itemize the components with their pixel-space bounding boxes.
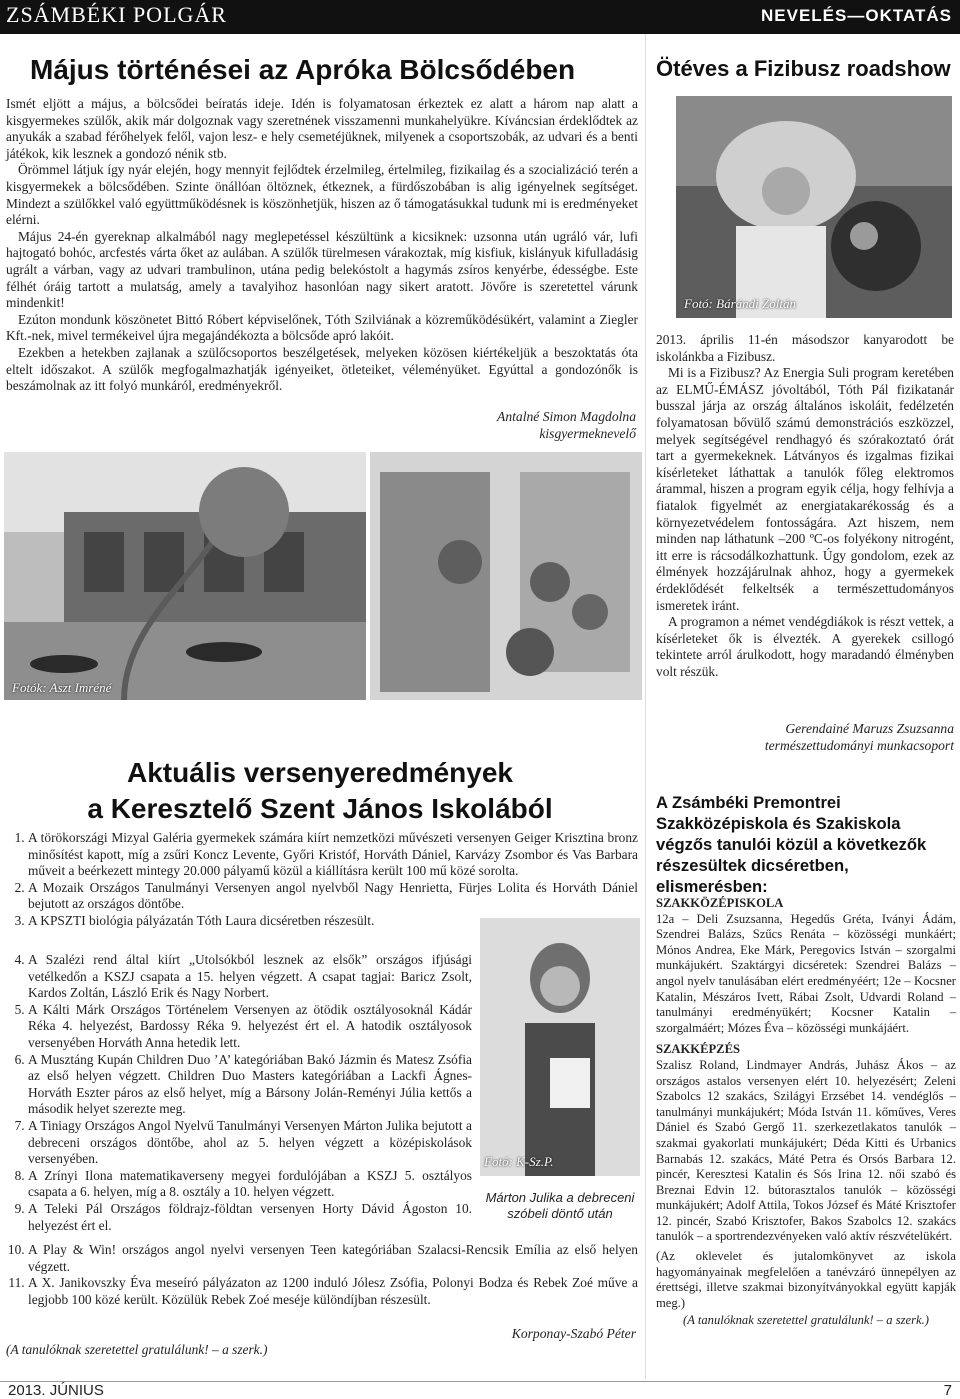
results-title bbox=[30, 755, 610, 827]
signature-name: Gerendainé Maruzs Zsuzsanna bbox=[785, 721, 954, 736]
signature-role: kisgyermeknevelő bbox=[539, 426, 636, 441]
results-list-bottom bbox=[6, 1242, 638, 1308]
header-band bbox=[0, 0, 960, 34]
signature-fizibusz bbox=[656, 720, 954, 754]
szakkozep-text: 12a – Deli Zsuzsanna, Hegedűs Gréta, Iványi Ádám, Szendrei Balázs, Szűcs Renáta – közösségi munkáért; Mónos Andrea, Eke Márk, Peregovics István – szorgalmi munkájukért. Szaktárgyi dicséretek: Szendrei Balázs – angol nyelv tanulásában elért eredményéért; 12e – Kocsner Katalin, Mészáros Ivett, Rábai Zsolt, Udvardi Roland – tanulmányi eredményükért; Kocsner Katalin – szorgalmáért; Mózes Éva – közösségi munkájáért. bbox=[656, 911, 956, 1035]
result-item: 4. A Szalézi rend által kiírt „Utolsókból lesznek az elsők” országos ifjúsági vetélkedőn a KSZJ csapata a 15. helyen végzett. A csapat tagjai: Baricz Zsolt, Kardos Zoltán, László Erik és Nagy Norbert. bbox=[28, 952, 472, 1002]
paragraph: Ezúton mondunk köszönetet Bittó Róbert képviselőnek, Tóth Szilviának a közreműködésükért, valamint a Ziegler Kft.-nek, mivel termékeivel újra megajándékozta a bölcsőde apró lakóit. bbox=[6, 311, 638, 344]
photo-caption: Fotó: Bárándi Zoltán bbox=[684, 296, 796, 311]
column-divider bbox=[645, 34, 646, 1379]
photo-caption: Fotók: Aszt Imréné bbox=[12, 680, 112, 695]
signature-results: Korponay-Szabó Péter bbox=[511, 1326, 636, 1341]
result-item: 7. A Tiniagy Országos Angol Nyelvű Tanulmányi Versenyen Márton Julika bejutott a debreceni országos döntőbe, ahol az 5. helyen végzett a középiskolások versenyében. bbox=[28, 1118, 472, 1168]
award-title: A Zsámbéki Premontrei Szakközépiskola és Szakiskola végzős tanulói közül a következők részesültek dicséretben, elismerésben: bbox=[656, 793, 927, 896]
fizibusz-image bbox=[676, 96, 952, 318]
szakkepzes-text: Szalisz Roland, Lindmayer András, Juhász Ákos – az országos astalos versenyen elért 10. helyezésért; Zeleni Szabolcs 12 szakács, Szilágyi Erzsébet 14. vendéglős – tanulmányi munkájukért; Móda István 11. kőműves, Veres Dániel és Szabó Gergő 11. szerkezetlakatos tanulók – szakmai gyakorlati munkájukért; Déda Kitti és Urbanics Barnabás 12. szakács, Máté Petra és Orsós Barbara 12. pincér, Keresztesi Katalin és Sós Irina 12. női szabó és Breznai Edvin 12. bútorasztalos tanulók – közösségi munkájukért; Adolf Attila, Tokos József és Máté Krisztofer 12. pincér, Szabó Krisztofer, Bakos Szabolcs 12. szakács tanulók – a sportrendezvényeken való aktív részvételükért. bbox=[656, 1057, 956, 1244]
award-closing: (A tanulóknak szeretettel gratulálunk! – a szerk.) bbox=[683, 1313, 929, 1328]
playground-image bbox=[4, 452, 366, 700]
result-item: 2. A Mozaik Országos Tanulmányi Versenyen angol nyelvből Nagy Henrietta, Fürjes Lolita és Horváth Dániel bejutott az országos döntőbe. bbox=[28, 880, 638, 913]
paragraph: Ismét eljött a május, a bölcsődei beíratás ideje. Idén is folyamatosan érkeztek ez alatt a három nap alatt a kisgyermekes szülők, akik már dolgoznak vagy szeretnének visszamenni munkahelyükre. Kíváncsian érdeklődtek az anyukák a szabad férőhelyek felől, vajon lesz- e hely csemetéjüknek, milyenek a csoportszobák, az udvari és a benti játékok, kik lesznek a gondozó nénik stb. bbox=[6, 96, 638, 161]
student-image bbox=[480, 918, 640, 1176]
result-item: 11. A X. Janikovszky Éva meseíró pályázaton az 1200 induló Jólesz Zsófia, Polonyi Bodza és Rebek Zoé műve a legjobb 100 közé került. Közülük Rebek Zoé meséje különdíjban részesült. bbox=[28, 1275, 638, 1308]
page-number: 7 bbox=[943, 1382, 952, 1399]
photo-student bbox=[480, 918, 640, 1176]
footer-rule bbox=[0, 1381, 960, 1382]
results-list-top bbox=[6, 830, 638, 930]
szakkepzes-heading: SZAKKÉPZÉS bbox=[656, 1042, 740, 1057]
results-title-line1: Aktuális versenyeredmények bbox=[127, 757, 513, 788]
paragraph: 2013. április 11-én másodszor kanyarodott be iskolánkba a Fizibusz. bbox=[656, 332, 954, 364]
photo-bouncy-castle bbox=[370, 452, 642, 700]
signature-role: természettudományi munkacsoport bbox=[764, 738, 954, 753]
article-body-fizibusz bbox=[656, 332, 954, 680]
results-list-narrow bbox=[6, 952, 472, 1234]
award-note: (Az oklevelet és jutalomkönyvet az iskola hagyományainak megfelelően a tanévzáró ünnepélyen az érettségi, illetve szakmai bizonyítványokkal együtt kapják meg.) bbox=[656, 1249, 956, 1310]
article-body-bolcsode bbox=[6, 96, 638, 395]
bouncy-castle-image bbox=[370, 452, 642, 700]
results-title-line2: a Keresztelő Szent János Iskolából bbox=[87, 793, 553, 824]
masthead: ZSÁMBÉKI POLGÁR bbox=[6, 2, 227, 27]
paragraph: Ezekben a hetekben zajlanak a szülőcsoportos beszélgetések, melyeken közösen kiértékeljük a beszoktatás óta eltelt időszakot. A szülők megfogalmazhatják igényeiket, ötleteiket, véleményüket. Egyúttal a gondozónők is beszámolnak az itt folyó munkáról, eredményekről. bbox=[6, 344, 638, 394]
result-item: 10. A Play & Win! országos angol nyelvi versenyen Teen kategóriában Szalacsi-Rencsik Emília az első helyen végzett. bbox=[28, 1242, 638, 1275]
signature-name: Antalné Simon Magdolna bbox=[497, 409, 636, 424]
result-item: 9. A Teleki Pál Országos földrajz-földtan versenyen Horty Dávid Ágoston 10. helyezést ért el. bbox=[28, 1201, 472, 1234]
article-title-fizibusz: Ötéves a Fizibusz roadshow bbox=[656, 56, 951, 81]
section-label: NEVELÉS—OKTATÁS bbox=[761, 6, 952, 25]
photo-note: Márton Julika a debreceni szóbeli döntő után bbox=[485, 1190, 635, 1221]
paragraph: A programon a német vendégdiákok is részt vettek, a kísérleteket ők is élvezték. A gyerekek csillogó tekintete arról árulkodott, hogy maradandó élményben volt részük. bbox=[656, 614, 954, 679]
signature-bolcsode bbox=[360, 408, 636, 442]
photo-caption: Fotó: K-Sz.P. bbox=[484, 1154, 554, 1169]
result-item: 5. A Kálti Márk Országos Történelem Versenyen az ötödik osztályosoknál Kádár Réka 4. helyezést, Bardossy Réka 9. helyezést ért el. A hatodik osztályosok versenyében Horváth Anna hetedik lett. bbox=[28, 1002, 472, 1052]
result-item: 6. A Musztáng Kupán Children Duo ’A’ kategóriában Bakó Jázmin és Matesz Zsófia az első helyen végzett. Children Duo Masters kategóriában a Lackfi Ágnes-Horváth Eszter páros az első helyet, míg a Bársony Jolán-Reményi Júlia kettős a második helyet szerezte meg. bbox=[28, 1052, 472, 1118]
paragraph: Május 24-én gyereknap alkalmából nagy meglepetéssel készültünk a kicsiknek: uzsonna után ugráló vár, lufi hajtogató bohóc, arcfestés várta őket az aulában. A szülők türelmesen várakoztak, míg kisfiuk, kislányuk kifulladásig ugrált a várban, vagy az udvari trambulinon, utána pedig belekóstolt a hagymás zsíros kenyérbe, édességbe. Este félhét óráig tartott a mulatság, amely a tavalyihoz hasonlóan nagy sikert aratott. Jövőre is szeretettel várunk mindenkit! bbox=[6, 228, 638, 311]
footer-date: 2013. JÚNIUS bbox=[8, 1382, 104, 1399]
paragraph: Örömmel látjuk így nyár elején, hogy mennyit fejlődtek érzelmileg, értelmileg, fizikailag és a szocializáció terén a kisgyermekek a bölcsődében. Szinte önállóan öltöznek, étkeznek, a fürdőszobában is alig igényelnek segítséget. Mindezt a szülőkkel való együttműködésnek is köszönhetjük, hiszen az ő támogatásukkal tudunk mi is eredményeket elérni. bbox=[6, 162, 638, 228]
photo-fizibusz bbox=[676, 96, 952, 318]
photo-playground bbox=[4, 452, 366, 700]
paragraph: Mi is a Fizibusz? Az Energia Suli program keretében az ELMŰ-ÉMÁSZ jóvoltából, Tóth Pál fizikatanár busszal járja az ország általános iskoláit, fedélzetén folyamatosan bővülő számú demonstrációs eszközzel, melyek segítségével rendhagyó és szórakoztató órát tart a gyermekeknek. Látványos és izgalmas fizikai kísérleteket láthattak a tanulók főleg elektromos árammal, hiszen a program egyik célja, hogy felhívja a fiatalok figyelmét az energiatakarékosság és a környezetvédelem fontosságára. Azt hiszem, nem minden nap láthatunk –200 ºC-os folyékony nitrogént, itt erre is rácsodálkozhattunk. Úgy gondolom, ezek az élmények hozzájárulnak ahhoz, hogy a gyermekek érdeklődését felkeltsék a természettudományos ismeretek iránt. bbox=[656, 365, 954, 613]
article-title-bolcsode: Május történései az Apróka Bölcsődében bbox=[30, 54, 576, 85]
szakkozep-heading: SZAKKÖZÉPISKOLA bbox=[656, 896, 784, 910]
award-body bbox=[656, 890, 956, 1329]
result-item: 1. A törökországi Mizyal Galéria gyermekek számára kiírt nemzetközi művészeti versenyen Geiger Krisztina bronz minősítést kapott, míg a zsűri Koncz Levente, Győri Kristóf, Horváth Dániel, Karvázy Zsombor és Vas Barbara műveit a beérkezett mintegy 20.000 pályamű közül a kiállításra került 100 mű közé sorolta. bbox=[28, 830, 638, 880]
result-item: 8. A Zrínyi Ilona matematikaverseny megyei fordulójában a KSZJ 5. osztályos csapata a 6. helyen, míg a 8. osztály a 10. helyen végzett. bbox=[28, 1168, 472, 1201]
result-item: 3. A KPSZTI biológia pályázatán Tóth Laura dicséretben részesült. bbox=[28, 913, 638, 930]
closing-results: (A tanulóknak szeretettel gratulálunk! – a szerk.) bbox=[6, 1342, 268, 1357]
